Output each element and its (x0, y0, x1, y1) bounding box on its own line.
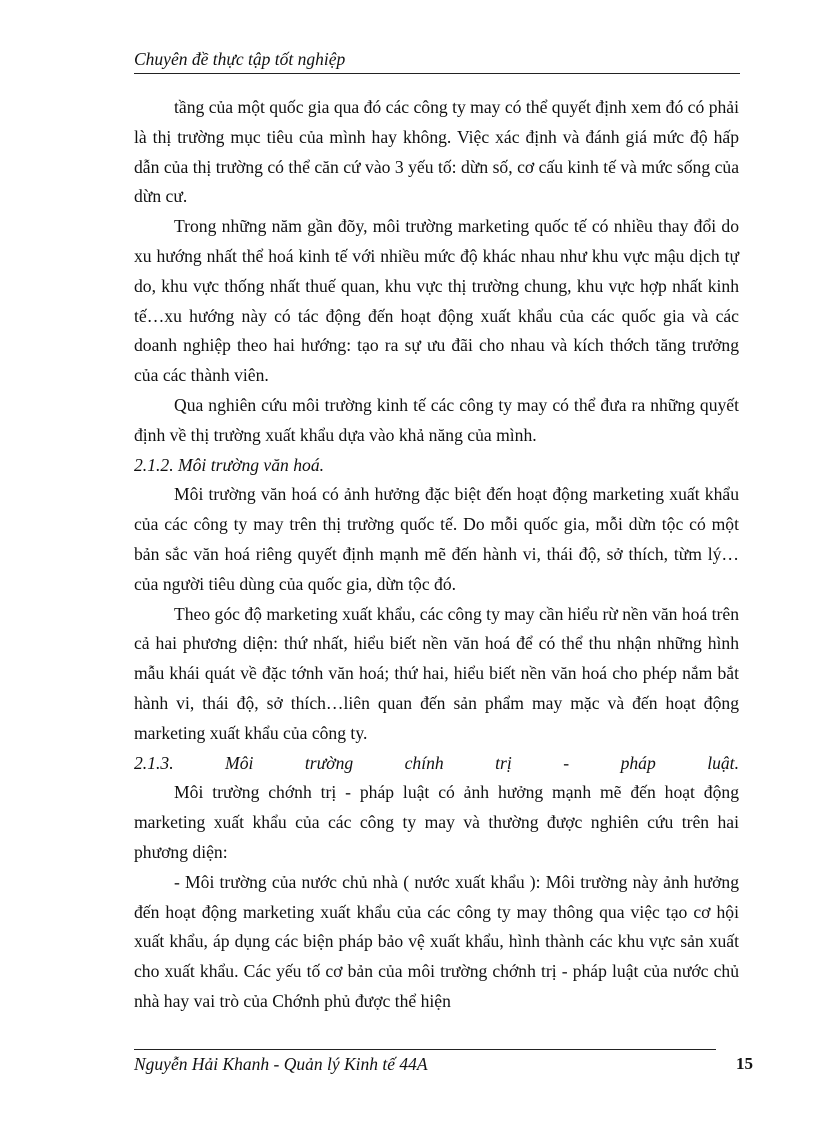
footer-divider (134, 1049, 716, 1050)
page-body (134, 93, 739, 1017)
footer-author: Nguyễn Hải Khanh - Quản lý Kinh tế 44A (134, 1054, 428, 1074)
paragraph-politics-law: Môi trường chớnh trị - pháp luật có ảnh hưởng mạnh mẽ đến hoạt động marketing xuất khẩu của các công ty may và thường được nghiên cứu trên hai phương diện: (134, 782, 739, 862)
running-header: Chuyên đề thực tập tốt nghiệp (134, 49, 346, 69)
heading-word: trị (495, 752, 512, 773)
heading-word: Môi (225, 752, 254, 773)
heading-word: chính (404, 752, 444, 773)
heading-word: luật. (707, 752, 739, 773)
paragraph-continued: tầng của một quốc gia qua đó các công ty may có thể quyết định xem đó có phải là thị trường mục tiêu của mình hay không. Việc xác định và đánh giá mức độ hấp dẫn của thị trường có thể căn cứ vào 3 yếu tố: dừn số, cơ cấu kinh tế và mức sống của dừn cư. (134, 97, 739, 207)
heading-word: - (563, 752, 570, 773)
section-heading-2-1-2: 2.1.2. Môi trường văn hoá. (134, 454, 325, 475)
paragraph-culture-aspects: Theo góc độ marketing xuất khẩu, các công ty may cần hiểu rừ nền văn hoá trên cả hai phương diện: thứ nhất, hiểu biết nền văn hoá để có thể thu nhận những hình mẫu khái quát về đặc tớnh văn hoá; thứ hai, hiểu biết nền văn hoá cho phép nắm bắt hành vi, thái độ, sở thích…liên quan đến sản phẩm may mặc và đến hoạt động marketing xuất khẩu của công ty. (134, 603, 740, 743)
page-number: 15 (736, 1054, 753, 1073)
header-divider (134, 73, 740, 74)
paragraph-marketing-trends: Trong những năm gần đõy, môi trường marketing quốc tế có nhiều thay đổi do xu hướng nhất thể hoá kinh tế với nhiều mức độ khác nhau như khu vực mậu dịch tự do, khu vực thống nhất thuế quan, khu vực thị trường chung, khu vực hợp nhất kinh tế…xu hướng này có tác động đến hoạt động xuất khẩu của các quốc gia và các doanh nghiệp theo hai hướng: tạo ra sự ưu đãi cho nhau và kích thớch tăng trưởng của các thành viên. (134, 216, 739, 386)
heading-word: trường (304, 752, 354, 773)
section-heading-2-1-3 (134, 749, 739, 779)
paragraph-host-country: - Môi trường của nước chủ nhà ( nước xuất khẩu ): Môi trường này ảnh hưởng đến hoạt động marketing xuất khẩu của các công ty may thông qua việc tạo cơ hội xuất khẩu, áp dụng các biện pháp bảo vệ xuất khẩu, hình thành các khu vực sản xuất cho xuất khẩu. Các yếu tố cơ bản của môi trường chớnh trị - pháp luật của nước chủ nhà hay vai trò của Chớnh phủ được thể hiện (134, 871, 739, 1011)
paragraph-culture-influence: Môi trường văn hoá có ảnh hưởng đặc biệt đến hoạt động marketing xuất khẩu của các công ty may trên thị trường quốc tế. Do mỗi quốc gia, mỗi dừn tộc có một bản sắc văn hoá riêng quyết định mạnh mẽ đến hành vi, thái độ, sở thích, từm lý… của người tiêu dùng của quốc gia, dừn tộc đó. (134, 484, 739, 594)
heading-word: pháp (620, 752, 656, 773)
heading-word: 2.1.3. (134, 752, 174, 773)
paragraph-economic-research: Qua nghiên cứu môi trường kinh tế các công ty may có thể đưa ra những quyết định về thị trường xuất khẩu dựa vào khả năng của mình. (134, 394, 739, 445)
